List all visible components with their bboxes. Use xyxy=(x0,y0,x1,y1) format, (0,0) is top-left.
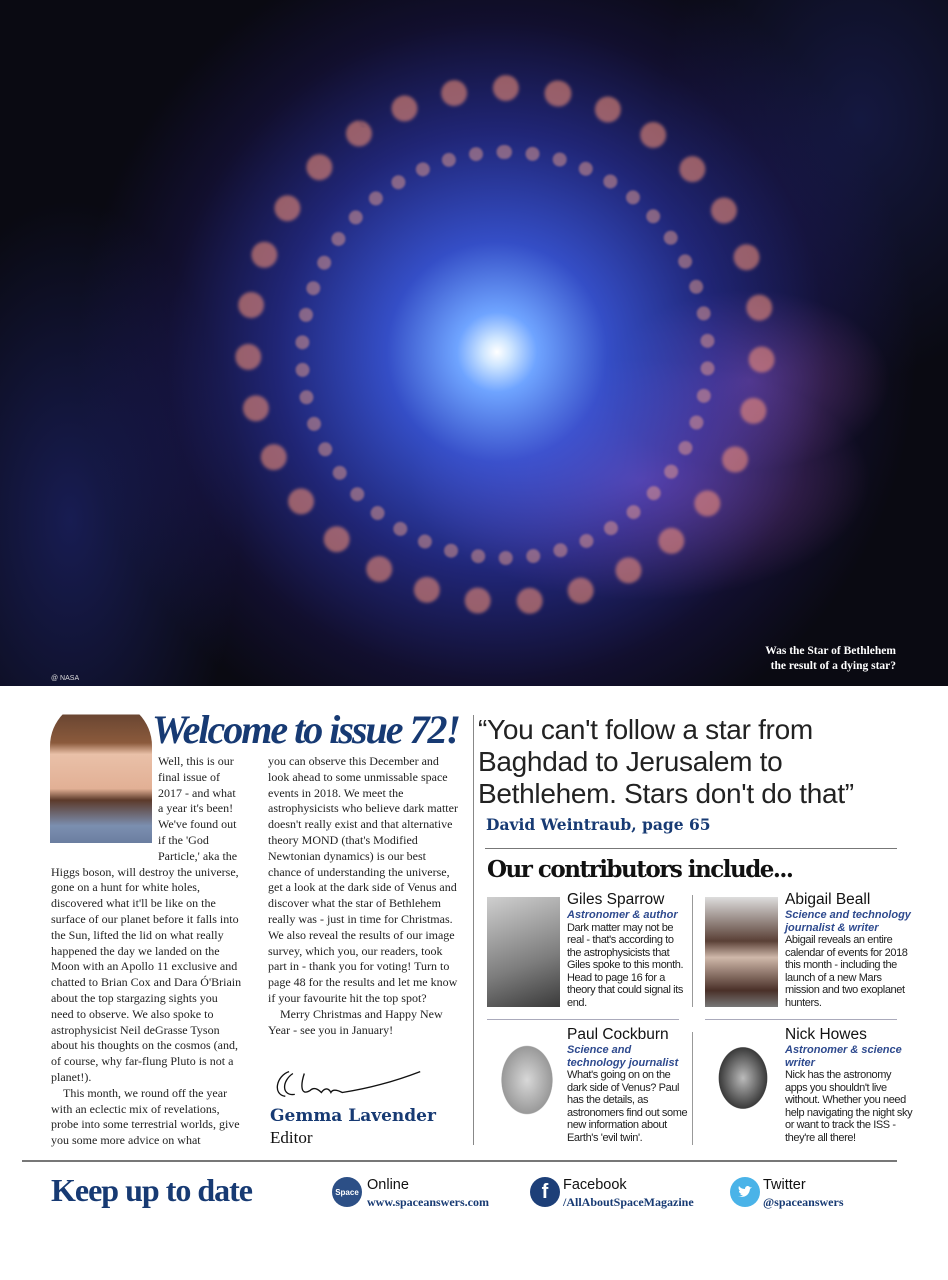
social-value[interactable]: @spaceanswers xyxy=(763,1195,844,1209)
contributor-role: Science and technology journalist xyxy=(567,1044,679,1069)
contributor-role: Astronomer & science writer xyxy=(785,1044,902,1069)
contributor-card xyxy=(567,1026,689,1145)
editor-signature xyxy=(268,1064,428,1102)
contributor-card xyxy=(785,891,915,1010)
divider xyxy=(705,1019,897,1020)
contributor-role: Science and technology journalist & writer xyxy=(785,909,911,934)
contributor-name: Nick Howes xyxy=(785,1026,867,1043)
contributor-photo xyxy=(705,897,778,1007)
paragraph: Merry Christmas and Happy New Year - see you in January! xyxy=(268,1006,443,1037)
caption-line: the result of a dying star? xyxy=(770,660,896,672)
space-logo-icon: Space xyxy=(332,1177,362,1207)
keep-up-to-date-heading: Keep up to date xyxy=(51,1172,252,1208)
divider xyxy=(692,1032,693,1145)
pull-quote: “You can't follow a star from Baghdad to Jerusalem to Bethlehem. Stars don't do that” xyxy=(478,714,854,809)
editor-name: Gemma Lavender xyxy=(270,1106,436,1126)
column-divider xyxy=(473,715,474,1145)
contributor-card xyxy=(567,891,689,1010)
contributor-photo xyxy=(487,1030,560,1145)
social-value[interactable]: www.spaceanswers.com xyxy=(367,1195,489,1209)
image-credit: @ NASA xyxy=(51,675,80,682)
contributor-name: Abigail Beall xyxy=(785,891,871,908)
contributor-photo xyxy=(705,1030,778,1145)
quote-attribution: David Weintraub, page 65 xyxy=(486,815,711,834)
contributor-description: Abigail reveals an entire calendar of events for 2018 this month - including the launch of a new Mars mission and two exoplanet hunters. xyxy=(785,934,908,1009)
contributor-description: Nick has the astronomy apps you shouldn't live without. Whether you need help navigating the night sky or want to track the ISS - they're all there! xyxy=(785,1069,913,1144)
hero-caption xyxy=(765,644,896,674)
contributor-name: Giles Sparrow xyxy=(567,891,665,908)
contributor-description: Dark matter may not be real - that's according to the astrophysicists that Giles spoke to this month. Head to page 16 for a theory that could signal its end. xyxy=(567,921,684,1010)
social-label: Facebook xyxy=(563,1177,627,1193)
online-link[interactable] xyxy=(332,1177,489,1210)
paragraph: This month, we round off the year with an eclectic mix of revelations, probe into some terrestrial worlds, give you some more advice on what xyxy=(51,1085,240,1148)
social-label: Online xyxy=(367,1177,409,1193)
facebook-link[interactable] xyxy=(530,1177,694,1210)
social-value[interactable]: /AllAboutSpaceMagazine xyxy=(563,1195,694,1209)
contributor-description: What's going on on the dark side of Venus? Paul has the details, as astronomers find out some new information about Earth's 'evil twin'. xyxy=(567,1069,688,1144)
twitter-bird-icon xyxy=(730,1177,760,1207)
divider xyxy=(692,895,693,1007)
divider xyxy=(485,848,897,849)
nebula-inner-shell xyxy=(295,145,715,565)
twitter-link[interactable] xyxy=(730,1177,844,1210)
editorial-title: Welcome to issue 72! xyxy=(152,707,460,752)
facebook-icon: f xyxy=(530,1177,560,1207)
contributor-card xyxy=(785,1026,915,1145)
editorial-column-2 xyxy=(268,754,462,1038)
editor-role: Editor xyxy=(270,1128,313,1147)
contributor-role: Astronomer & author xyxy=(567,909,678,921)
contributor-name: Paul Cockburn xyxy=(567,1026,669,1043)
paragraph: Well, this is our final issue of 2017 - and what a year it's been! We've found out if the 'God Particle,' aka the Higgs boson, will destroy the universe, gone on a hunt for white holes, discovered what it'll be like on the surface of our planet before it falls into the Sun, lifted the lid on what really happened the day we landed on the Moon with an Apollo 11 exclusive and chatted to Brian Cox and Dara Ó'Briain about the top stargazing sights you need to observe. We also spoke to astrophysicist Neil deGrasse Tyson about his thoughts on the cosmos (and, of course, why far-flung Pluto is not a planet!). xyxy=(51,754,242,1084)
social-label: Twitter xyxy=(763,1177,806,1193)
editorial-column-1 xyxy=(51,754,243,1149)
divider xyxy=(487,1019,679,1020)
caption-line: Was the Star of Bethlehem xyxy=(765,645,896,657)
paragraph: you can observe this December and look ahead to some unmissable space events in 2018. We meet the astrophysicists who believe dark matter doesn't really exist and that alternative theory MOND (that's Modified Newtonian dynamics) is our best chance of understanding the universe, get a look at the dark side of Venus and discover what the star of Bethlehem really was - just in time for Christmas. We also reveal the results of our image survey, which you, our readers, took part in - thank you for voting! Turn to page 48 for the results and let me know if your favourite hit the top spot? xyxy=(268,754,458,1005)
divider xyxy=(22,1160,897,1162)
contributor-photo xyxy=(487,897,560,1007)
contributors-heading: Our contributors include... xyxy=(487,856,793,883)
